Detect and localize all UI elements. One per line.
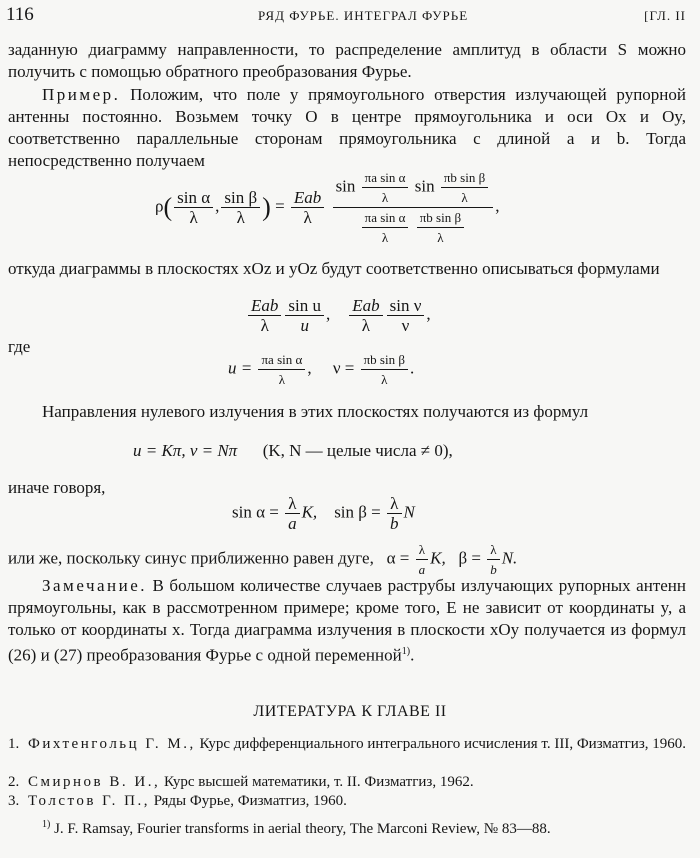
equation-2: $\frac{\text{Eab}}{\lambda}$ $\frac{\text{sin u}}{u}$ , $\frac{\text{Eab}}{\lambda}$ $\frac{\text{sin ν}}{\nu}$ , [246, 296, 431, 335]
paragraph-4: Направления нулевого излучения в этих плоскостях получаются из формул [42, 402, 589, 421]
reference-3: 3. Толстов Г. П., Ряды Фурье, Физматгиз, 1960. [8, 793, 347, 809]
footnote-mark: 1) [401, 646, 411, 657]
equation-1: ρ( $\frac{\text{sin α}}{\lambda}$ , $\frac{\text{sin β}}{\lambda}$ ) = $\frac{\text{Eab}}{\lambda}$ sin $\frac{\text{πa sin α}}{\lambda}$ sin $\frac{\text{πb sin β}}{\lambda}$ $\frac{\text{πa sin α}}{\lambda}$ $\frac{\text{πb sin β}}{\lambda}$ , [155, 170, 500, 245]
frac-sinb-lambda: $\frac{\text{sin β}}{\lambda}$ [221, 188, 260, 227]
chapter-label: [ГЛ. II [644, 8, 686, 23]
paragraph-3: откуда диаграммы в плоскостях xOz и yOz будут соответственно описываться формулами [8, 259, 660, 278]
frac-sina-lambda: $\frac{\text{sin α}}{\lambda}$ [174, 188, 213, 227]
footnote: $^{1)}$ J. F. Ramsay, Fourier transforms in aerial theory, The Marconi Review, № 83—88. [42, 819, 551, 837]
big-fraction: sin $\frac{\text{πa sin α}}{\lambda}$ sin $\frac{\text{πb sin β}}{\lambda}$ $\frac{\text{πa sin α}}{\lambda}$ $\frac{\text{πb sin β}}{\lambda}$ [333, 168, 494, 247]
paragraph-remark: Замечание. В большом количестве случаев раструбы излучающих рупорных антенн прямоугольны, как в рассмотренном примере; кроме того, E не зависит от координаты y, а только от координаты x. Тогда диаграмма излучения в плоскости xOy получается из формул (26) и (27) преобразования Фурье с одной переменной$^{1)}$. [8, 576, 686, 665]
example-text: Положим, что поле у прямоугольного отверстия излучающей рупорной антенны постоянно. Возьмем точку O в центре прямоугольника и оси Ox и Oy, соответственно параллельные сторонам прямоугольника с длиной a и b. Тогда непосредственно получаем [8, 85, 686, 170]
equation-5: sin α = $\frac{\lambda}{a}$ K, sin β = $\frac{\lambda}{b}$ N [232, 494, 415, 533]
example-lead: Пример. [42, 85, 121, 104]
rho-symbol: ρ [155, 196, 164, 216]
where-word: где [8, 337, 31, 356]
paragraph-5: иначе говоря, [8, 478, 106, 497]
page-number: 116 [6, 4, 34, 25]
running-title: РЯД ФУРЬЕ. ИНТЕГРАЛ ФУРЬЕ [258, 8, 469, 23]
equation-4: u = Kπ, ν = Nπ (K, N — целые числа ≠ 0), [133, 441, 453, 460]
paragraph-example [8, 84, 686, 172]
equation-3: u = $\frac{\text{πa sin α}}{\lambda}$ , ν = $\frac{\text{πb sin β}}{\lambda}$ . [228, 352, 415, 387]
remark-lead: Замечание. [42, 576, 148, 595]
running-header [6, 4, 686, 30]
frac-eab-lambda: $\frac{\text{Eab}}{\lambda}$ [291, 188, 324, 227]
reference-2: 2. Смирнов В. И., Курс высшей математики, т. II. Физматгиз, 1962. [8, 774, 474, 790]
literature-title: ЛИТЕРАТУРА К ГЛАВЕ II [253, 703, 447, 720]
paragraph-6: или же, поскольку синус приближенно равен дуге, α = $\frac{\lambda}{a}$ K, β = $\frac{\lambda}{b}$ N. [8, 542, 518, 577]
reference-1: 1. Фихтенгольц Г. М., Курс дифференциального интегрального исчисления т. III, Физматгиз, 1960. [8, 736, 686, 752]
paragraph-1: заданную диаграмму направленности, то распределение амплитуд в области S можно получить с помощью обратного преобразования Фурье. [8, 40, 686, 81]
